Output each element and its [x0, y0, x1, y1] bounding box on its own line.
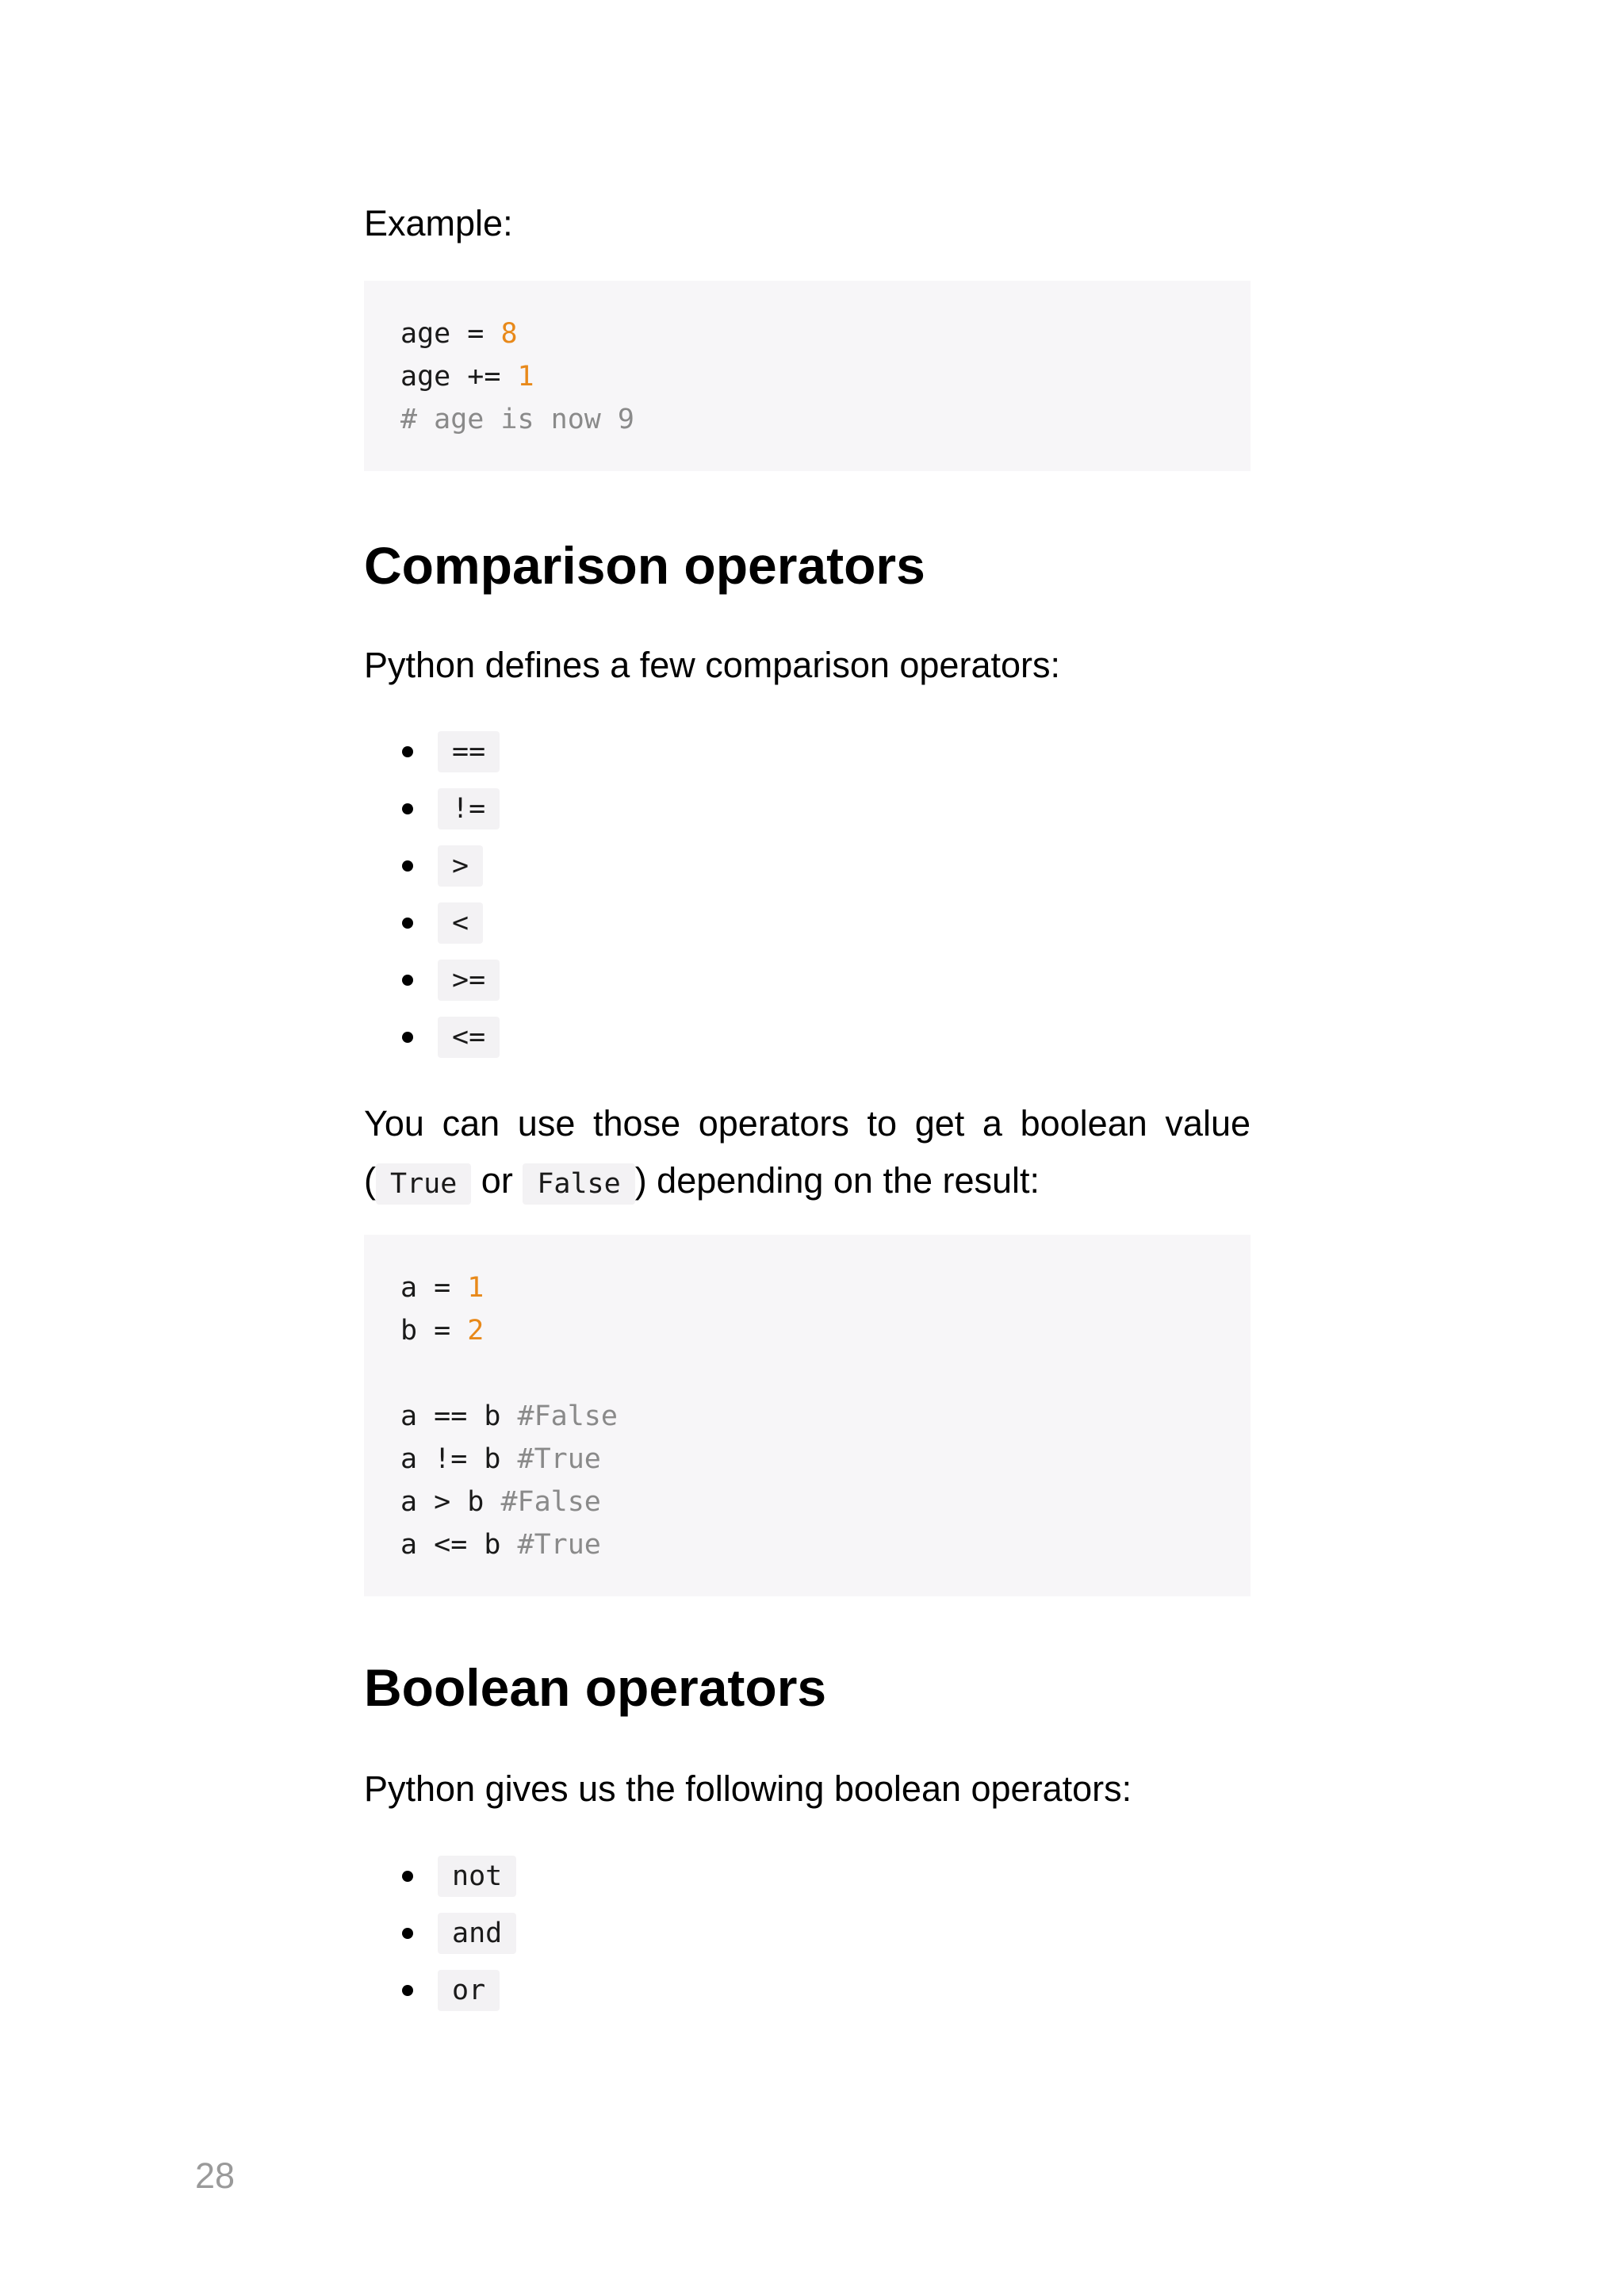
bullet-icon — [402, 1871, 413, 1882]
code-line — [400, 1309, 1214, 1352]
boolean-operator-list — [364, 1848, 516, 2019]
explanation-text-or: or — [471, 1160, 523, 1201]
code-text: age += — [400, 361, 518, 393]
operator-code: <= — [438, 1017, 500, 1058]
operator-code: not — [438, 1856, 516, 1897]
page-number: 28 — [195, 2155, 236, 2196]
bullet-icon — [402, 1985, 413, 1996]
code-text: a == b — [400, 1400, 518, 1432]
explanation-text-start: You can use those operators to get a boolean value ( — [364, 1103, 1251, 1201]
code-block-augmented-assignment — [364, 281, 1251, 471]
code-line — [400, 355, 1214, 398]
code-number: 1 — [517, 361, 534, 393]
code-comment: #True — [517, 1443, 601, 1475]
code-comment: #True — [517, 1529, 601, 1561]
bullet-icon — [402, 1928, 413, 1939]
bullet-icon — [402, 803, 413, 814]
code-text: a > b — [400, 1486, 501, 1518]
bullet-icon — [402, 975, 413, 986]
code-line — [400, 1266, 1214, 1309]
code-block-comparison-examples — [364, 1235, 1251, 1596]
list-item — [364, 780, 500, 837]
explanation-text-end: ) depending on the result: — [634, 1160, 1040, 1201]
heading-boolean-operators: Boolean operators — [364, 1658, 827, 1717]
heading-comparison-operators: Comparison operators — [364, 536, 925, 595]
bullet-icon — [402, 746, 413, 757]
code-text: a = — [400, 1272, 468, 1304]
code-line — [400, 1352, 1214, 1395]
code-line — [400, 398, 1214, 441]
code-line — [400, 312, 1214, 355]
list-item — [364, 1962, 516, 2019]
example-label: Example: — [364, 203, 513, 243]
code-comment: #False — [517, 1400, 618, 1432]
operator-code: and — [438, 1913, 516, 1954]
list-item — [364, 952, 500, 1009]
code-line — [400, 1438, 1214, 1481]
operator-code: or — [438, 1970, 500, 2011]
bullet-icon — [402, 918, 413, 929]
code-comment: #False — [500, 1486, 601, 1518]
code-text: b = — [400, 1315, 468, 1347]
operator-code: == — [438, 731, 500, 772]
inline-code-false: False — [523, 1163, 634, 1205]
operator-code: >= — [438, 960, 500, 1001]
operator-code: > — [438, 845, 483, 887]
code-text: a != b — [400, 1443, 518, 1475]
code-line — [400, 1523, 1214, 1566]
comparison-intro: Python defines a few comparison operators: — [364, 645, 1060, 685]
code-line — [400, 1481, 1214, 1523]
code-number: 8 — [500, 318, 518, 350]
list-item — [364, 1848, 516, 1905]
boolean-intro: Python gives us the following boolean operators: — [364, 1768, 1132, 1809]
code-text: a <= b — [400, 1529, 518, 1561]
inline-code-true: True — [376, 1163, 471, 1205]
operator-code: != — [438, 788, 500, 829]
code-comment: # age is now 9 — [400, 404, 635, 435]
list-item — [364, 837, 500, 895]
list-item — [364, 1905, 516, 1962]
list-item — [364, 895, 500, 952]
comparison-explanation — [364, 1095, 1251, 1209]
operator-code: < — [438, 902, 483, 944]
code-text: age = — [400, 318, 501, 350]
comparison-operator-list — [364, 723, 500, 1066]
bullet-icon — [402, 1032, 413, 1043]
code-number: 1 — [467, 1272, 485, 1304]
list-item — [364, 723, 500, 780]
code-number: 2 — [467, 1315, 485, 1347]
code-line — [400, 1395, 1214, 1438]
bullet-icon — [402, 860, 413, 872]
list-item — [364, 1009, 500, 1066]
